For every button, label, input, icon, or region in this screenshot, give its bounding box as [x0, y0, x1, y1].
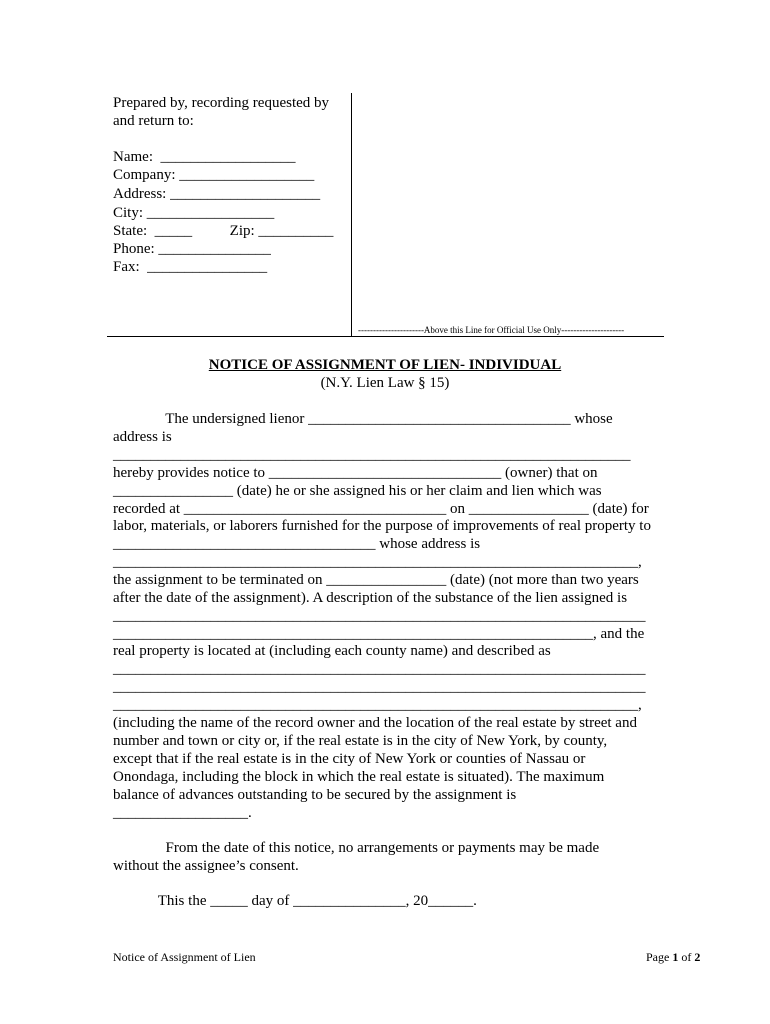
fax-field: Fax: ________________	[113, 259, 268, 275]
body-line: address is	[113, 429, 172, 445]
prepared-by-line1: Prepared by, recording requested by	[113, 95, 330, 111]
body-line: balance of advances outstanding to be secured by the assignment is	[113, 787, 517, 803]
body-line: except that if the real estate is in the city of New York or counties of Nassau or	[113, 751, 586, 767]
prepared-by-line2: and return to:	[113, 113, 194, 129]
body-line: real property is located at (including each county name) and described as	[113, 643, 551, 659]
page-number: Page 1 of 2	[646, 950, 701, 964]
body-line: _______________________________________________________________________	[113, 661, 646, 677]
body-line: _______________________________________________________________________	[113, 679, 646, 695]
body-line: ________________________________________________________________, and the	[113, 626, 645, 642]
body-line: The undersigned lienor ___________________________________ whose	[113, 411, 613, 427]
body-line: _______________________________________________________________________	[113, 608, 646, 624]
official-use-note: ----------------------Above this Line for Official Use Only---------------------	[358, 325, 625, 335]
state-zip-field: State: _____ Zip: __________	[113, 223, 334, 239]
phone-field: Phone: _______________	[113, 241, 271, 257]
date-line: This the _____ day of _______________, 20______.	[113, 893, 477, 909]
body-line: From the date of this notice, no arrangements or payments may be made	[113, 840, 600, 856]
body-line: labor, materials, or laborers furnished for the purpose of improvements of real property to	[113, 518, 651, 534]
document-title: NOTICE OF ASSIGNMENT OF LIEN- INDIVIDUAL	[208, 357, 562, 373]
body-line: the assignment to be terminated on ________________ (date) (not more than two years	[113, 572, 639, 588]
document-subtitle: (N.Y. Lien Law § 15)	[320, 375, 450, 391]
header-horizontal-divider	[107, 336, 664, 337]
body-line: after the date of the assignment). A description of the substance of the lien assigned is	[113, 590, 628, 606]
body-line: (including the name of the record owner and the location of the real estate by street and	[113, 715, 637, 731]
body-line: recorded at ___________________________________ on ________________ (date) for	[113, 501, 649, 517]
body-line: __________________.	[113, 805, 252, 821]
body-line: ______________________________________________________________________,	[113, 554, 642, 570]
header-vertical-divider	[351, 93, 352, 336]
city-field: City: _________________	[113, 205, 275, 221]
body-line: ___________________________________ whose address is	[113, 536, 481, 552]
body-line: Onondaga, including the block in which the real estate is situated). The maximum	[113, 769, 605, 785]
body-line: _____________________________________________________________________	[113, 447, 631, 463]
body-line: number and town or city or, if the real estate is in the city of New York, by county,	[113, 733, 608, 749]
company-field: Company: __________________	[113, 167, 315, 183]
name-field: Name: __________________	[113, 149, 296, 165]
body-line: ______________________________________________________________________,	[113, 697, 642, 713]
body-line: ________________ (date) he or she assigned his or her claim and lien which was	[113, 483, 602, 499]
address-field: Address: ____________________	[113, 186, 321, 202]
body-line: hereby provides notice to _______________________________ (owner) that on	[113, 465, 598, 481]
body-line: without the assignee’s consent.	[113, 858, 299, 874]
footer-title: Notice of Assignment of Lien	[113, 950, 256, 964]
